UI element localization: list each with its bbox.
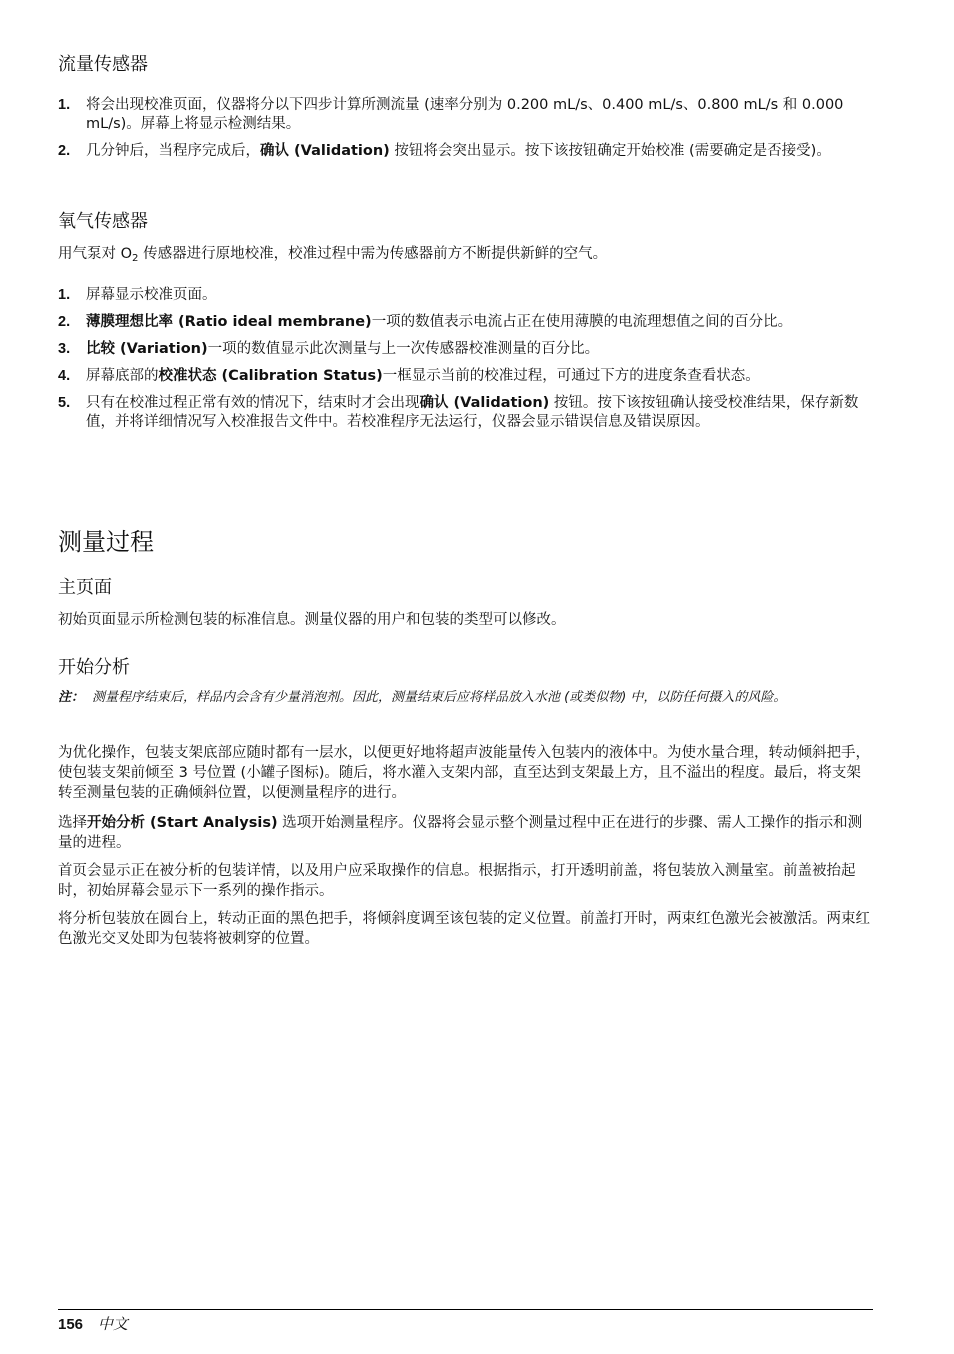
step-text-post: 一项的数值显示此次测量与上一次传感器校准测量的百分比。 [207,341,600,357]
list-item [58,367,873,386]
step-text-post: 一项的数值表示电流占正在使用薄膜的电流理想值之间的百分比。 [371,314,793,330]
paragraph-optimize: 为优化操作，包装支架底部应随时都有一层水，以便更好地将超声波能量传入包装内的液体中。为使水量合理，转动倾斜把手，使包装支架前倾至 3 号位置 (小罐子图标)。随后，将水灌入支架内部，直至达到支架最上方，且不溢出的程度。最后，将支架转至测量包装的正确倾斜位置，以便测量程序的进行。 [58,745,870,801]
start-analysis-heading: 开始分析 [58,657,130,678]
step-text-post: 按钮。按下该按钮确认接受校准结果，保存新数值，并将详细情况写入校准报告文件中。若校准程序无法运行，仪器会显示错误信息及错误原因。 [86,395,859,430]
intro-text-pre: 用气泵对 O [58,246,133,262]
subscript-2: 2 [132,253,139,264]
validation-term: 确认 (Validation) [419,395,550,411]
page-number: 156 [58,1316,84,1333]
list-item [58,340,873,359]
step-number: 4. [58,368,71,384]
step-text: 屏幕显示校准页面。 [86,287,217,303]
step-text-pre: 几分钟后，当程序完成后， [86,143,260,159]
variation-term: 比较 (Variation) [86,341,208,357]
validation-term: 确认 (Validation) [260,143,390,159]
list-item [58,313,873,332]
paragraph-text-post: 选项开始测量程序。仪器将会显示整个测量过程中正在进行的步骤、需人工操作的指示和测量的进程。 [58,815,863,851]
list-item [58,142,873,161]
measurement-process-heading: 测量过程 [58,528,154,556]
flow-steps-list [58,96,873,169]
flow-sensor-heading: 流量传感器 [58,54,148,75]
step-number: 1. [58,97,71,113]
main-page-text: 初始页面显示所检测包装的标准信息。测量仪器的用户和包装的类型可以修改。 [58,612,566,628]
step-text-pre: 只有在校准过程正常有效的情况下，结束时才会出现 [86,395,420,411]
step-text: 将会出现校准页面，仪器将分以下四步计算所测流量 (速率分别为 0.200 mL/s、0.400 mL/s、0.800 mL/s 和 0.000 mL/s)。屏幕上将显示检测结果。 [86,97,844,132]
calibration-status-term: 校准状态 (Calibration Status) [158,368,383,384]
start-analysis-term: 开始分析 (Start Analysis) [87,815,278,831]
oxygen-steps-list [58,286,873,440]
page-footer [58,1313,128,1334]
step-number: 2. [58,314,71,330]
oxygen-sensor-heading: 氧气传感器 [58,211,148,232]
list-item [58,286,873,305]
paragraph-text-pre: 选择 [58,815,87,831]
note-text: 测量程序结束后，样品内会含有少量消泡剂。因此，测量结束后应将样品放入水池 (或类似物) 中，以防任何摄入的风险。 [92,690,787,705]
step-number: 3. [58,341,71,357]
note-label: 注： [58,690,85,705]
step-text-pre: 屏幕底部的 [86,368,159,384]
paragraph-lasers: 将分析包装放在圆台上，转动正面的黑色把手，将倾斜度调至该包装的定义位置。前盖打开时，两束红色激光会被激活。两束红色激光交叉处即为包装将被刺穿的位置。 [58,911,870,947]
step-number: 5. [58,395,71,411]
ratio-term: 薄膜理想比率 (Ratio ideal membrane) [86,314,372,330]
step-number: 2. [58,143,71,159]
language-label: 中文 [97,1315,128,1333]
paragraph-start-analysis [58,813,873,853]
note [58,688,873,707]
list-item [58,96,873,134]
list-item [58,394,873,432]
step-number: 1. [58,287,71,303]
oxygen-intro [58,244,873,269]
main-page-heading: 主页面 [58,577,112,598]
intro-text-post: 传感器进行原地校准，校准过程中需为传感器前方不断提供新鲜的空气。 [138,246,608,262]
paragraph-home-page: 首页会显示正在被分析的包装详情，以及用户应采取操作的信息。根据指示，打开透明前盖，将包装放入测量室。前盖被抬起时，初始屏幕会显示下一系列的操作指示。 [58,863,856,899]
step-text-post: 一框显示当前的校准过程，可通过下方的进度条查看状态。 [382,368,760,384]
step-text-post: 按钮将会突出显示。按下该按钮确定开始校准 (需要确定是否接受)。 [389,143,831,159]
footer-divider [58,1309,873,1310]
